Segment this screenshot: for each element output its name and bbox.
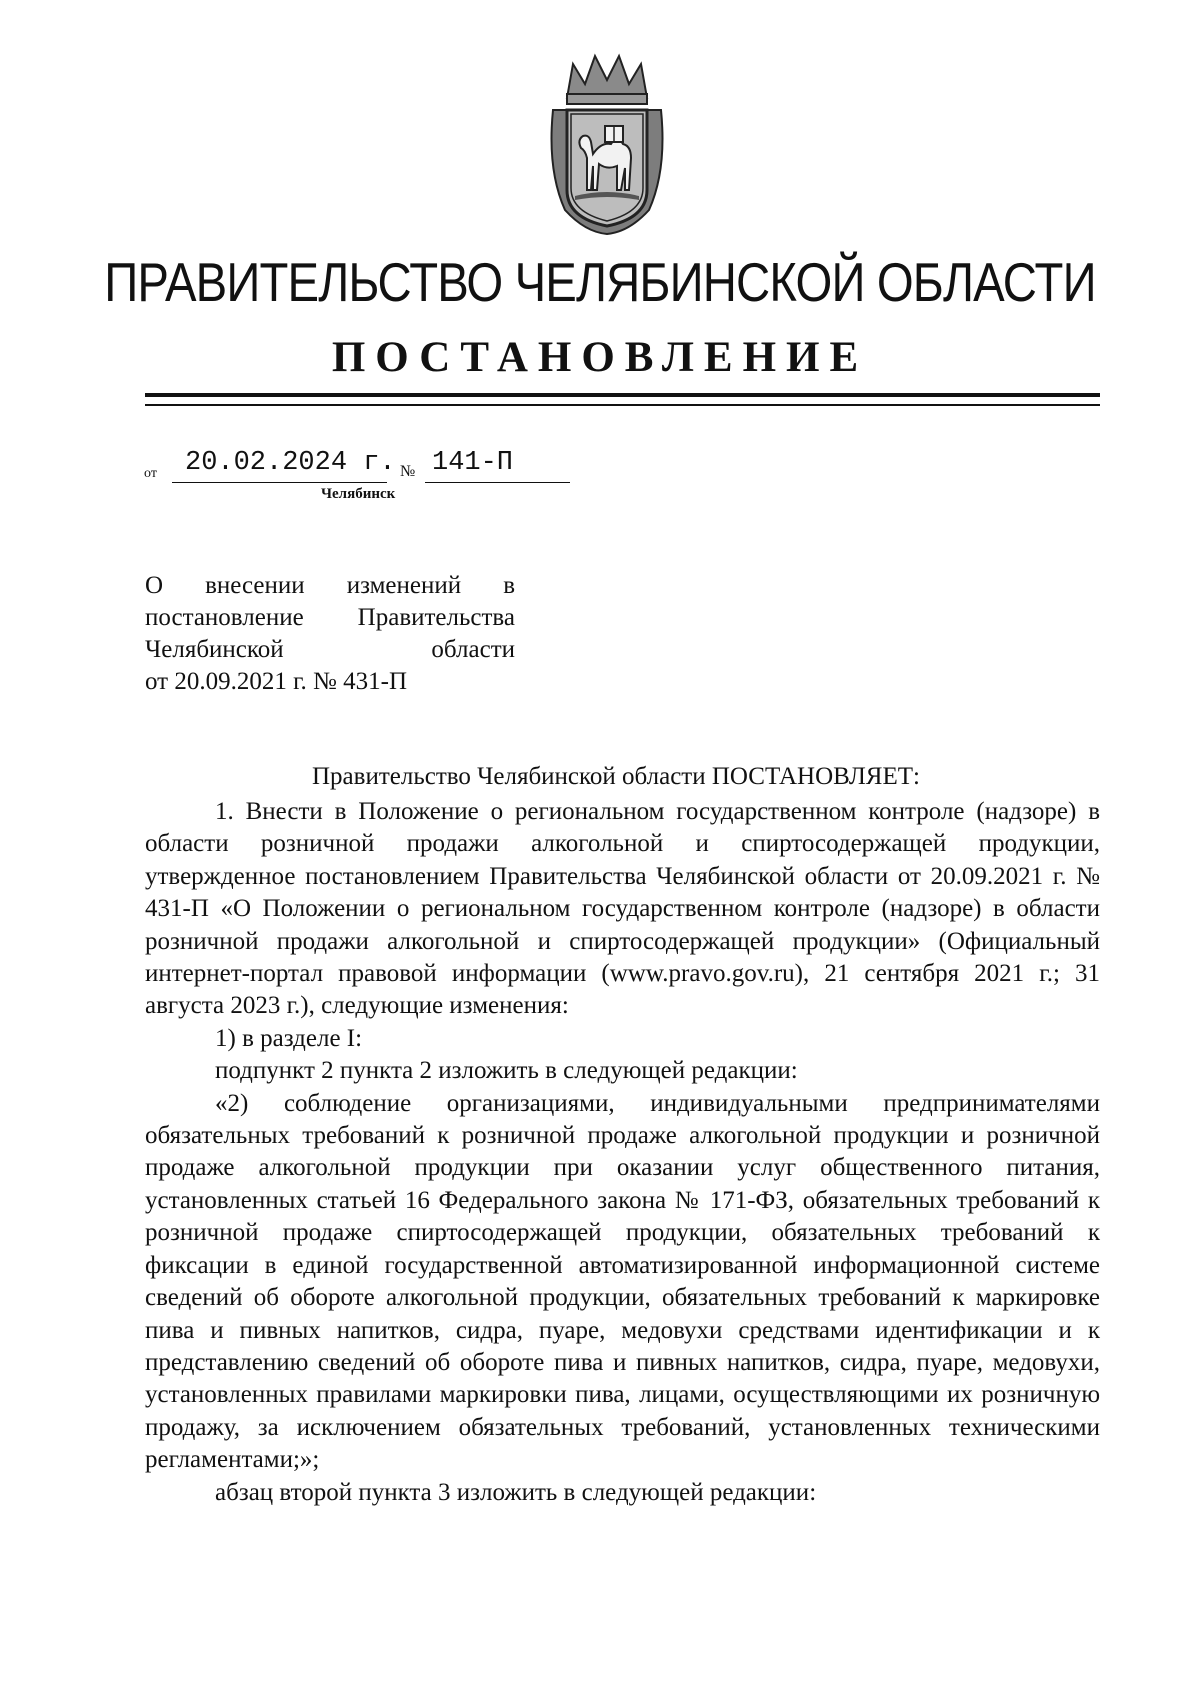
- subject-line: Челябинской области: [145, 636, 515, 663]
- government-title: ПРАВИТЕЛЬСТВО ЧЕЛЯБИНСКОЙ ОБЛАСТИ: [104, 251, 1096, 313]
- header-rule-thin: [145, 404, 1100, 406]
- subject-line: от 20.09.2021 г. № 431-П: [145, 668, 408, 695]
- date-from-label: от: [144, 466, 157, 481]
- subject-line: постановление Правительства: [145, 604, 515, 631]
- body-paragraph: 1. Внести в Положение о региональном государственном контроле (надзоре) в области розничной продажи алкогольной и спиртосодержащей продукции, утвержденное постановлением Правительства Челябинской области от 20.09.2021 г. № 431-П «О Положении о региональном государственном контроле (надзоре) в области розничной продажи алкогольной и спиртосодержащей продукции» (Официальный интернет-портал правовой информации (www.pravo.gov.ru), 21 сентября 2021 г.; 31 августа 2023 г.), следующие изменения:: [145, 798, 1100, 1020]
- body-paragraph: «2) соблюдение организациями, индивидуальными предпринимателями обязательных требований к розничной продаже алкогольной продукции и розничной продаже алкогольной продукции при оказании услуг общественного питания, установленных статьей 16 Федерального закона № 171-ФЗ, обязательных требований к розничной продаже спиртосодержащей продукции, обязательных требований к фиксации в единой государственной автоматизированной информационной системе сведений об обороте алкогольной продукции, обязательных требований к маркировке пива и пивных напитков, сидра, пуаре, медовухи средствами идентификации и к представлению сведений об обороте пива и пивных напитков, сидра, пуаре, медовухи, установленных правилами маркировки пива, лицами, осуществляющими их розничную продажу, за исключением обязательных требований, установленных техническими регламентами;»;: [145, 1089, 1100, 1474]
- number-underline: [425, 482, 570, 483]
- number-label: №: [400, 463, 416, 480]
- decree-line: Правительство Челябинской области ПОСТАНОВЛЯЕТ:: [312, 763, 920, 790]
- date-underline: [172, 482, 387, 483]
- document-body: [145, 796, 1100, 1509]
- document-city: Челябинск: [321, 486, 396, 502]
- document-subject: [145, 570, 515, 698]
- chelyabinsk-coat-of-arms-icon: [545, 50, 669, 235]
- document-date: 20.02.2024 г.: [185, 448, 396, 478]
- subject-line: О внесении изменений в: [145, 572, 515, 599]
- body-paragraph: абзац второй пункта 3 изложить в следующей редакции:: [215, 1478, 817, 1506]
- document-type: ПОСТАНОВЛЕНИЕ: [331, 334, 869, 381]
- document-number: 141-П: [432, 448, 514, 478]
- body-paragraph: подпункт 2 пункта 2 изложить в следующей редакции:: [215, 1057, 798, 1085]
- body-paragraph: 1) в разделе I:: [215, 1024, 363, 1052]
- header-rule-thick: [145, 393, 1100, 397]
